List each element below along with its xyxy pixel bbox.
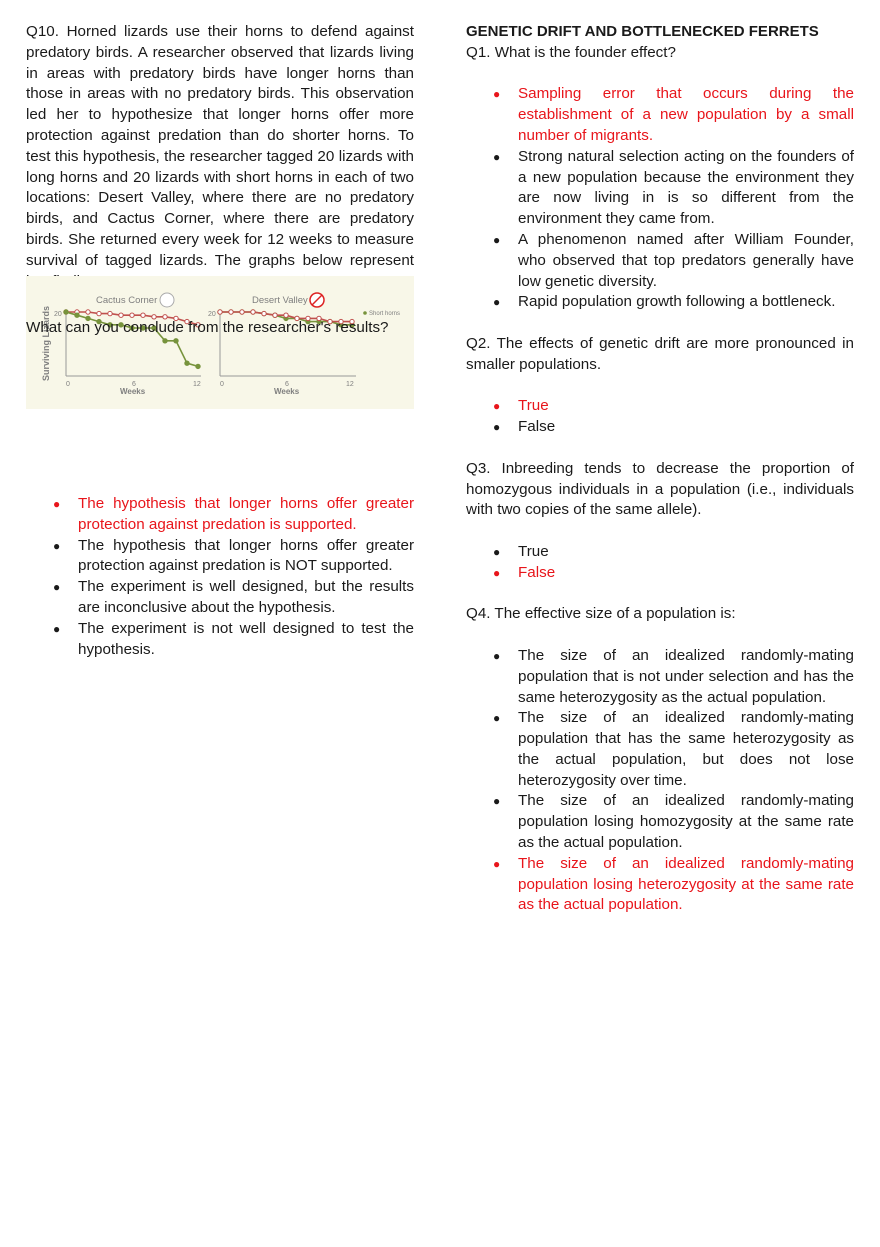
q2-option-list [466,396,854,438]
left-column [26,22,414,292]
panel1-tick-x6: 6 [132,381,136,388]
q1-option-3[interactable]: ● A phenomenon named after William Founder, who observed that top predators generally have low genetic diversity. [466,230,854,292]
q1-option-2[interactable]: ● Strong natural selection acting on the founders of a new population because the environment they are now living in is so different from the environment they came from. [466,147,854,230]
q4-stem: Q4. The effective size of a population is: [466,605,736,623]
survival-graphs-figure [26,276,414,409]
q1-stem: Q1. What is the founder effect? [466,43,676,61]
cactus-corner-panel [54,293,201,396]
q3-stem: Q3. Inbreeding tends to decrease the proportion of homozygous individuals in a population (i.e., individuals with two copies of the same allele). [466,459,854,519]
chart2-series2-point [229,310,233,314]
q4-option-1[interactable]: ● The size of an idealized randomly-mating population that is not under selection and has the same heterozygosity as the actual population. [466,646,854,708]
q10-options [26,494,414,660]
chart2-series2-point [262,311,266,315]
cactus-corner-title: Cactus Corner [96,295,158,306]
chart2-series2-point [284,313,288,317]
desert-valley-title: Desert Valley [252,295,308,306]
chart1-series2-point [75,313,79,317]
q4-option-3[interactable]: ● The size of an idealized randomly-mating population losing homozygosity at the same rate as the actual population. [466,791,854,853]
q10-option-1[interactable]: ● The hypothesis that longer horns offer greater protection against predation is supported. [26,494,414,536]
q2-option-1[interactable]: ● True [466,396,854,417]
q10-option-3[interactable]: ● The experiment is well designed, but the results are inconclusive about the hypothesis. [26,577,414,619]
q10-option-2[interactable]: ● The hypothesis that longer horns offer greater protection against predation is NOT supported. [26,536,414,578]
q3-option-2[interactable]: ● False [466,563,854,584]
chart2-series2-point [240,310,244,314]
right-column [466,22,854,916]
predator-present-icon [160,293,174,307]
chart1-series2-point [64,310,68,314]
q3-option-list [466,542,854,584]
chart2-series2-point [218,310,222,314]
panel1-tick-y: 20 [54,311,62,318]
chart1-series1-point [141,313,145,317]
q2-option-2[interactable]: ● False [466,417,854,438]
panel2-x-label: Weeks [274,387,300,396]
q1-option-list [466,84,854,313]
chart1-series2-point [185,361,189,365]
q4-option-2[interactable]: ● The size of an idealized randomly-mating population that has the same heterozygosity as the actual population, but does not lose heterozygosity over time. [466,708,854,791]
panel2-tick-y: 20 [208,311,216,318]
legend [363,311,400,317]
q10-prompt: What can you conclude from the researcher's results? [26,319,389,336]
legend-marker [363,311,367,315]
panel2-tick-x6: 6 [285,381,289,388]
panel1-x-label: Weeks [120,387,146,396]
q1-option-1[interactable]: ● Sampling error that occurs during the establishment of a new population by a small number of migrants. [466,84,854,146]
desert-valley-panel [208,293,400,396]
no-predator-icon [310,293,324,307]
q2-stem: Q2. The effects of genetic drift are more pronounced in smaller populations. [466,334,854,373]
chart1-series2-point [174,339,178,343]
q10-option-4[interactable]: ● The experiment is not well designed to test the hypothesis. [26,619,414,661]
legend-short-horns: Short horns [369,311,401,317]
panel2-tick-x12: 12 [346,381,354,388]
chart1-series1-point [86,310,90,314]
q10-stem: Q10. Horned lizards use their horns to defend against predatory birds. A researcher observed that lizards living in areas with predatory birds have longer horns than those in areas with no predatory birds. This observation led her to hypothesize that longer horns offer more protection against predation than do shorter horns. To test this hypothesis, the researcher tagged 20 lizards with long horns and 20 lizards with short horns in each of two locations: Desert Valley, where there are no predatory birds, and Cactus Corner, where there are predatory birds. She returned every week for 12 weeks to measure survival of tagged lizards. The graphs below represent [26,23,414,269]
chart2-series2-point [251,310,255,314]
y-axis-label: Surviving Lizards [41,305,51,381]
chart1-series2-point [163,339,167,343]
panel1-tick-x12: 12 [193,381,201,388]
chart1-series1-point [130,313,134,317]
q1-option-4[interactable]: ● Rapid population growth following a bottleneck. [466,292,854,313]
q4-option-4[interactable]: ● The size of an idealized randomly-mating population losing heterozygosity at the same rate as the actual population. [466,854,854,916]
q4-option-list [466,646,854,916]
survival-graphs-svg [26,276,414,409]
chart1-series1-point [108,311,112,315]
chart1-series2-point [196,364,200,368]
chart1-series1-point [119,313,123,317]
panel2-tick-x0: 0 [220,381,224,388]
panel1-tick-x0: 0 [66,381,70,388]
q10-option-list [26,494,414,660]
chart1-series1-point [97,311,101,315]
section-title: GENETIC DRIFT AND BOTTLENECKED FERRETS [466,23,819,40]
chart2-series2-point [273,313,277,317]
q3-option-1[interactable]: ● True [466,542,854,563]
